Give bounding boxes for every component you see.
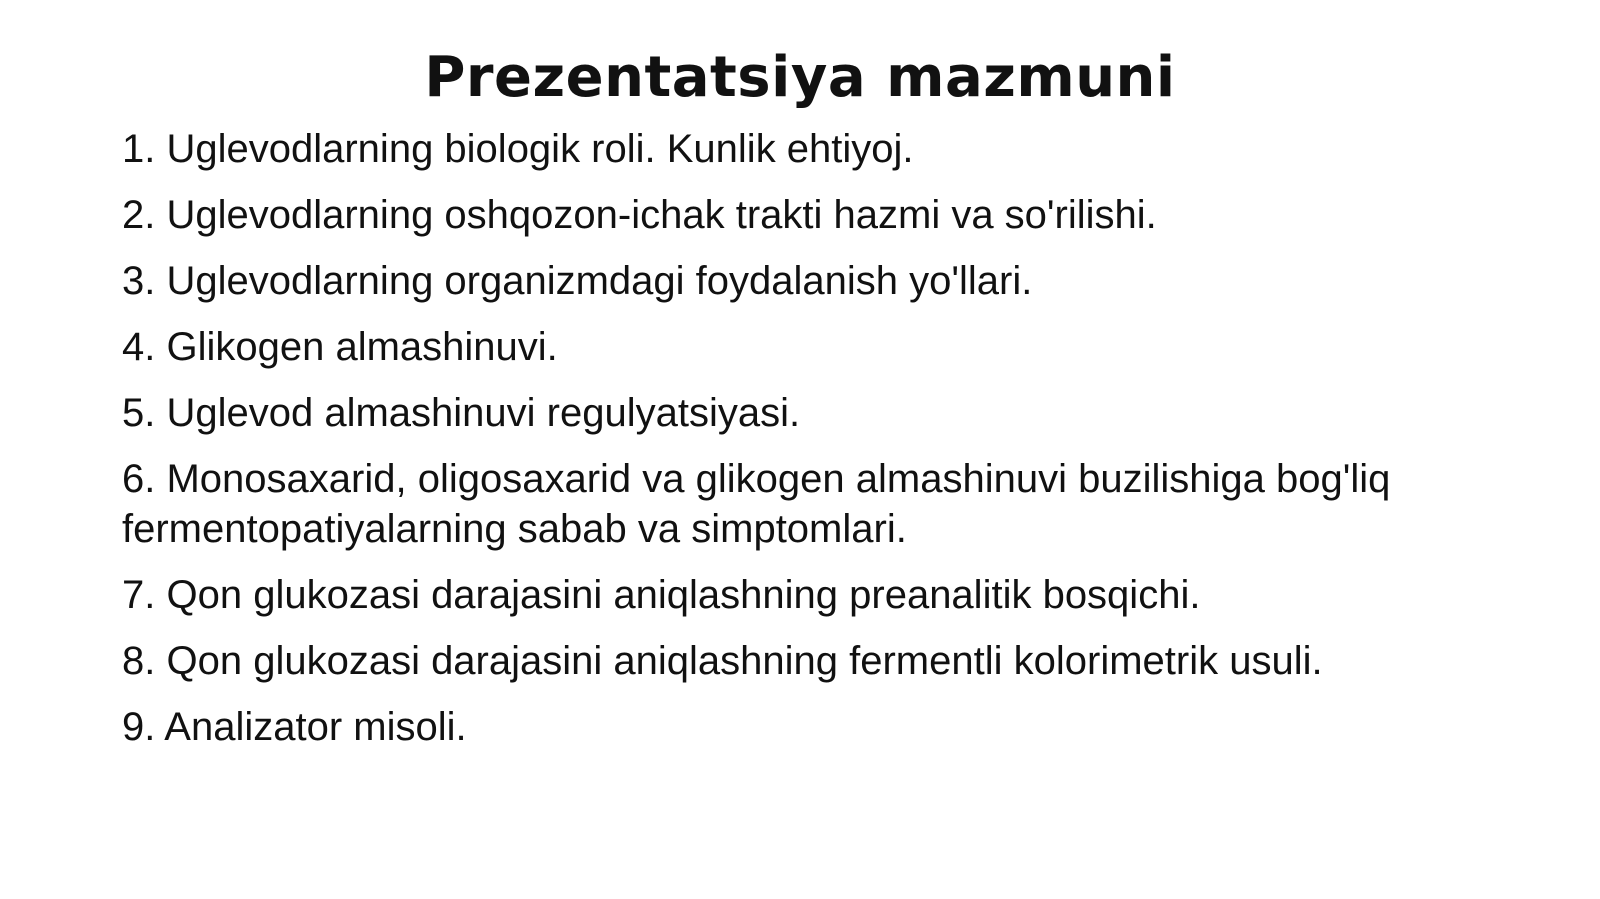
list-item: 9. Analizator misoli. bbox=[122, 705, 467, 749]
contents-list bbox=[122, 124, 1512, 768]
list-item: 8. Qon glukozasi darajasini aniqlashning fermentli kolorimetrik usuli. bbox=[122, 639, 1323, 683]
slide-title: Prezentatsiya mazmuni bbox=[424, 45, 1176, 110]
list-item: 2. Uglevodlarning oshqozon-ichak trakti hazmi va so'rilishi. bbox=[122, 193, 1157, 237]
list-item: 7. Qon glukozasi darajasini aniqlashning preanalitik bosqichi. bbox=[122, 573, 1201, 617]
list-item: 1. Uglevodlarning biologik roli. Kunlik ehtiyoj. bbox=[122, 127, 914, 171]
list-item: 6. Monosaxarid, oligosaxarid va glikogen almashinuvi buzilishiga bog'liq fermentopatiyalarning sabab va simptomlari. bbox=[122, 457, 1391, 551]
list-item: 3. Uglevodlarning organizmdagi foydalanish yo'llari. bbox=[122, 259, 1033, 303]
list-item: 4. Glikogen almashinuvi. bbox=[122, 325, 558, 369]
list-item: 5. Uglevod almashinuvi regulyatsiyasi. bbox=[122, 391, 801, 435]
